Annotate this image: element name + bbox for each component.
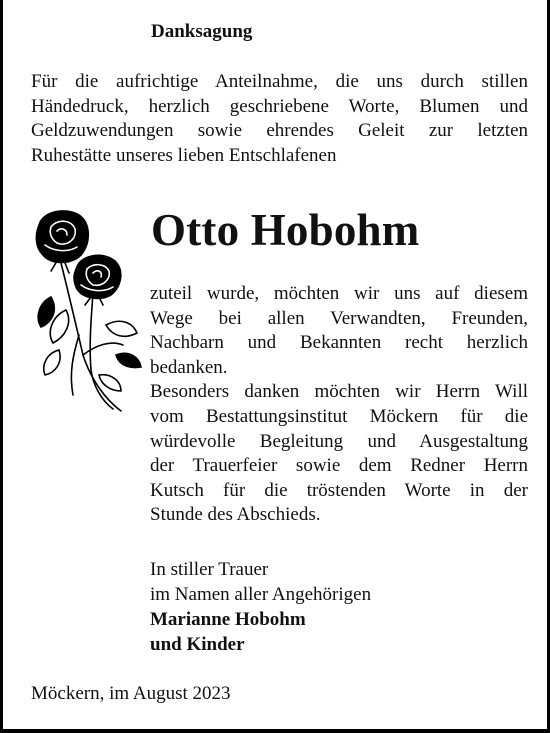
- on-behalf-line: im Namen aller Angehörigen: [150, 584, 372, 605]
- intro-paragraph: [31, 70, 528, 168]
- body-line: Nachbarn und Bekannten recht herzlich: [150, 332, 528, 354]
- deceased-name: Otto Hobohm: [151, 205, 420, 255]
- intro-line: Händedruck, herzlich geschriebene Worte, Blumen und: [31, 95, 528, 117]
- place-date: Möckern, im August 2023: [31, 683, 231, 704]
- body-line: vom Bestattungsinstitut Möckern für die: [150, 405, 528, 427]
- signer-family: und Kinder: [150, 634, 245, 655]
- body-line: Stunde des Abschieds.: [150, 504, 321, 526]
- body-line: zuteil wurde, möchten wir uns auf diesem: [150, 283, 528, 304]
- intro-line: Für die aufrichtige Anteilnahme, die uns durch stillen: [31, 71, 528, 92]
- mourning-line: In stiller Trauer: [150, 559, 269, 580]
- intro-line: Ruhestätte unseres lieben Entschlafenen: [31, 144, 337, 166]
- signer-name: Marianne Hobohm: [150, 609, 306, 630]
- body-line: Kutsch für die tröstenden Worte in der: [150, 479, 528, 501]
- signature-block: [150, 557, 371, 657]
- body-line: würdevolle Begleitung und Ausgestaltung: [150, 430, 528, 452]
- body-line: bedanken.: [150, 356, 228, 378]
- notice-heading: Danksagung: [151, 21, 253, 42]
- body-line: Besonders danken möchten wir Herrn Will: [150, 381, 528, 403]
- body-paragraph: [150, 282, 528, 528]
- roses-illustration-icon: [21, 205, 146, 415]
- intro-line: Geldzuwendungen sowie ehrendes Geleit zur letzten: [31, 120, 528, 141]
- body-line: Wege bei allen Verwandten, Freunden,: [150, 307, 528, 329]
- body-line: der Trauerfeier sowie dem Redner Herrn: [150, 455, 528, 477]
